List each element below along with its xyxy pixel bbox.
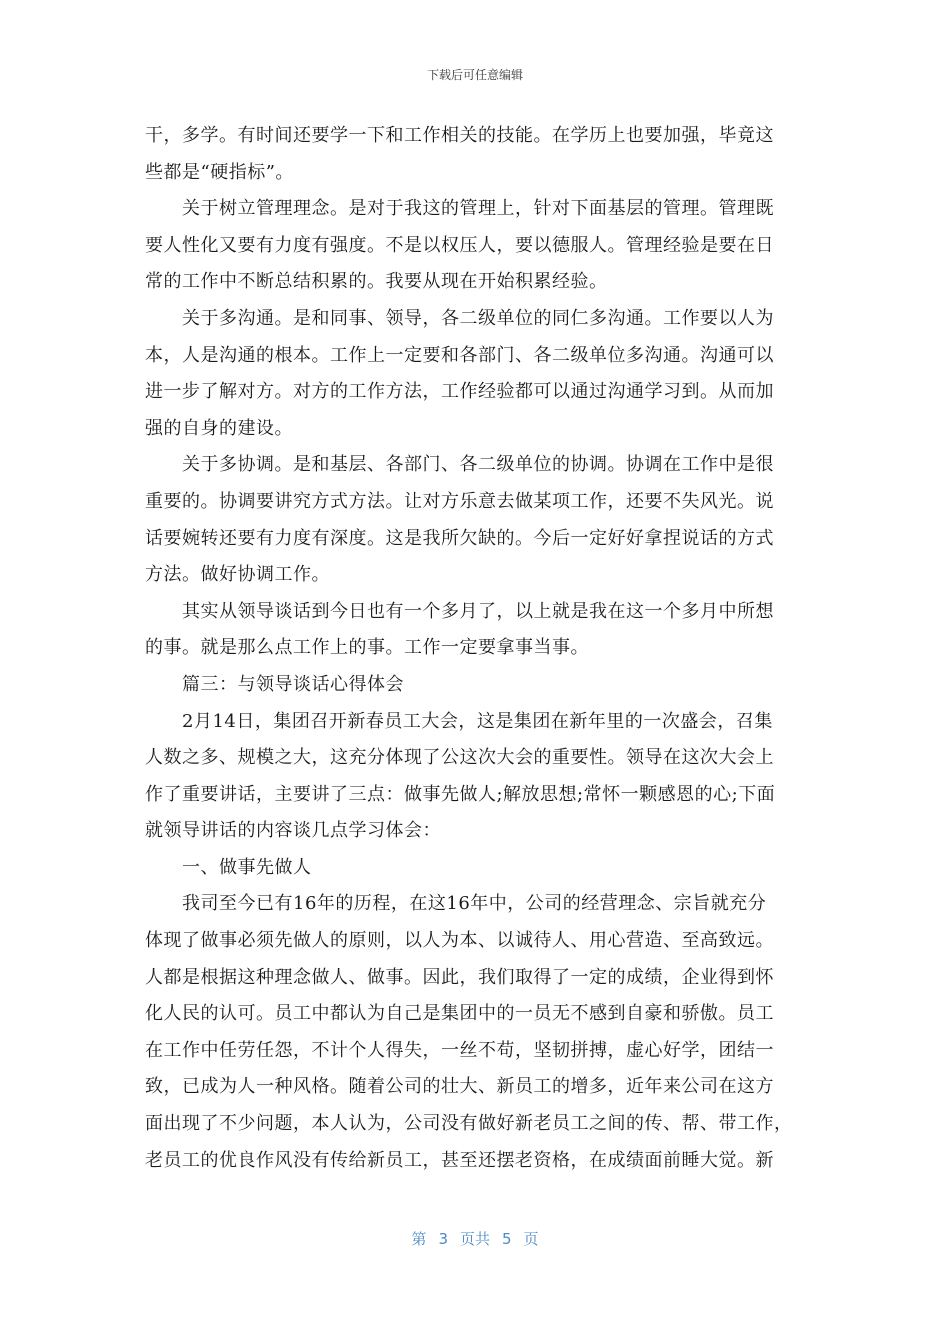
text-line: 进一步了解对方。对方的工作方法，工作经验都可以通过沟通学习到。从而加 xyxy=(145,381,774,403)
text-line: 的事。就是那么点工作上的事。工作一定要拿事当事。 xyxy=(145,637,589,659)
text-line: 作了重要讲话，主要讲了三点：做事先做人;解放思想;常怀一颗感恩的心;下面 xyxy=(145,783,776,805)
text-line: 重要的。协调要讲究方式方法。让对方乐意去做某项工作，还要不失风光。说 xyxy=(145,490,774,512)
document-body xyxy=(145,118,805,1179)
paragraph-start: 其实从领导谈话到今日也有一个多月了，以上就是我在这一个多月中所想 xyxy=(182,600,774,622)
text-line: 致，已成为人一种风格。随着公司的壮大、新员工的增多，近年来公司在这方 xyxy=(145,1076,774,1098)
text-line: 在工作中任劳任怨，不计个人得失，一丝不苟，坚韧拼搏，虚心好学，团结一 xyxy=(145,1039,774,1061)
page-footer xyxy=(0,1228,950,1249)
section-heading: 篇三：与领导谈话心得体会 xyxy=(182,673,404,695)
page-label-prefix: 第 xyxy=(411,1230,427,1248)
subsection-heading: 一、做事先做人 xyxy=(182,856,312,878)
text-line: 强的自身的建设。 xyxy=(145,417,293,439)
text-line: 方法。做好协调工作。 xyxy=(145,564,330,586)
page-header: 下载后可任意编辑 xyxy=(426,68,523,82)
text-line: 要人性化又要有力度有强度。不是以权压人，要以德服人。管理经验是要在日 xyxy=(145,234,774,256)
page-label-middle: 页共 xyxy=(459,1230,490,1248)
text-line: 人数之多、规模之大，这充分体现了公这次大会的重要性。领导在这次大会上 xyxy=(145,747,774,769)
text-line: 体现了做事必须先做人的原则，以人为本、以诚待人、用心营造、至高致远。 xyxy=(145,930,774,952)
paragraph-start: 关于树立管理理念。是对于我这的管理上，针对下面基层的管理。管理既 xyxy=(182,198,774,220)
total-pages-number: 5 xyxy=(502,1230,512,1248)
text-line: 干，多学。有时间还要学一下和工作相关的技能。在学历上也要加强，毕竟这 xyxy=(145,125,774,146)
text-line: 面出现了不少问题，本人认为，公司没有做好新老员工之间的传、帮、带工作， xyxy=(145,1113,793,1135)
text-line: 化人民的认可。员工中都认为自己是集团中的一员无不感到自豪和骄傲。员工 xyxy=(145,1003,774,1025)
paragraph-start: 关于多协调。是和基层、各部门、各二级单位的协调。协调在工作中是很 xyxy=(182,454,774,476)
text-line: 话要婉转还要有力度有深度。这是我所欠缺的。今后一定好好拿捏说话的方式 xyxy=(145,527,774,549)
page-label-suffix: 页 xyxy=(523,1230,539,1248)
paragraph-start: 关于多沟通。是和同事、领导，各二级单位的同仁多沟通。工作要以人为 xyxy=(182,307,774,329)
text-line: 些都是“硬指标”。 xyxy=(145,161,294,183)
paragraph-start: 我司至今已有16年的历程，在这16年中，公司的经营理念、宗旨就充分 xyxy=(182,893,767,915)
text-line: 老员工的优良作风没有传给新员工，甚至还摆老资格，在成绩面前睡大觉。新 xyxy=(145,1149,774,1171)
text-line: 本，人是沟通的根本。工作上一定要和各部门、各二级单位多沟通。沟通可以 xyxy=(145,344,774,366)
current-page-number: 3 xyxy=(438,1230,448,1248)
text-line: 就领导讲话的内容谈几点学习体会： xyxy=(145,820,441,842)
paragraph-start: 2月14日，集团召开新春员工大会，这是集团在新年里的一次盛会，召集 xyxy=(182,710,773,732)
text-line: 常的工作中不断总结积累的。我要从现在开始积累经验。 xyxy=(145,271,608,293)
text-line: 人都是根据这种理念做人、做事。因此，我们取得了一定的成绩，企业得到怀 xyxy=(145,966,774,988)
